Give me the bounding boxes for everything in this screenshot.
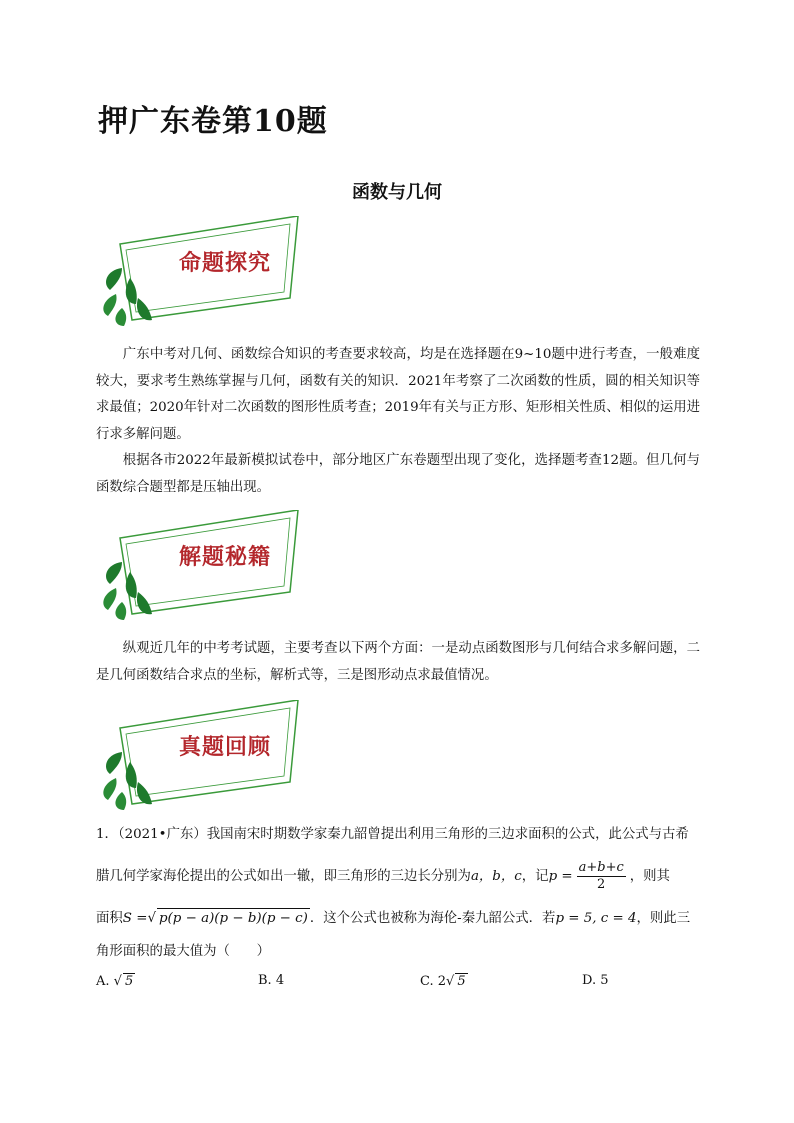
- banner-heading: 解题秘籍: [178, 544, 271, 570]
- option-label: A.: [96, 974, 110, 989]
- intro-paragraph-2: 根据各市2022年最新模拟试卷中，部分地区广东卷题型出现了变化，选择题考查12题。但几何与函数综合题型都是压轴出现。: [96, 453, 700, 495]
- s-radicand: p(p − a)(p − b)(p − c): [157, 908, 310, 929]
- question-text: ，则此三: [636, 911, 691, 926]
- intro-paragraph-1: 广东中考对几何、函数综合知识的考查要求较高，均是在选择题在9~10题中进行考查，一般难度较大，要求考生熟练掌握与几何，函数有关的知识．2021年考察了二次函数的性质，圆的相关知识等求最值；2020年针对二次函数的图形性质考查；2019年有关与正方形、矩形相关性质、相似的运用进行求多解问题。: [96, 347, 700, 442]
- secrets-paragraph-1: 纵观近几年的中考考试题，主要考查以下两个方面：一是动点函数图形与几何结合求多解问题，二是几何函数结合求点的坐标，解析式等，三是图形动点求最值情况。: [96, 641, 700, 683]
- p-numerator: a+b+c: [578, 860, 624, 875]
- p-fraction: [577, 860, 626, 893]
- p-denominator: 2: [597, 877, 606, 892]
- sqrt-icon: √: [446, 974, 455, 989]
- banner-zhenti: [92, 700, 312, 812]
- question-line-3: [96, 908, 690, 929]
- question-line-2: [96, 860, 670, 893]
- option-a[interactable]: [96, 973, 135, 989]
- side-vars: a，b，c: [470, 869, 522, 884]
- secrets-paragraph: [96, 636, 700, 689]
- banner-mingti: [92, 216, 312, 328]
- question-text: ．这个公式也被称为海伦-秦九韶公式．若: [309, 911, 556, 926]
- option-d[interactable]: [582, 973, 609, 988]
- option-b[interactable]: [258, 973, 284, 988]
- option-label: B. 4: [258, 973, 285, 988]
- question-line-4: 角形面积的最大值为（ ）: [96, 944, 271, 959]
- option-label: C.: [420, 974, 434, 989]
- banner-heading: 真题回顾: [178, 734, 271, 760]
- p-lhs: p =: [548, 869, 573, 884]
- banner-heading: 命题探究: [178, 250, 271, 276]
- sqrt-icon: √: [113, 974, 122, 989]
- question-text: ，记: [521, 869, 549, 884]
- question-text: ，则其: [629, 869, 670, 884]
- section-subtitle: 函数与几何: [352, 182, 442, 203]
- question-line-1: 1．（2021•广东）我国南宋时期数学家秦九韶曾提出利用三角形的三边求面积的公式，此公式与古希: [96, 827, 689, 842]
- condition: p = 5, c = 4: [555, 911, 637, 926]
- option-value: 5: [457, 974, 466, 989]
- s-lhs: S =: [122, 911, 148, 926]
- question-text: 面积: [96, 911, 123, 926]
- question-text: 腊几何学家海伦提出的公式如出一辙，即三角形的三边长分别为: [96, 869, 471, 884]
- banner-jieti: [92, 510, 312, 622]
- option-label: D. 5: [582, 973, 609, 988]
- option-prefix: 2: [437, 974, 447, 989]
- intro-paragraphs: [96, 342, 700, 501]
- option-c[interactable]: [420, 973, 468, 989]
- sqrt-icon: √: [147, 911, 156, 926]
- option-value: 5: [124, 974, 134, 989]
- page-title: 押广东卷第10题: [98, 104, 328, 139]
